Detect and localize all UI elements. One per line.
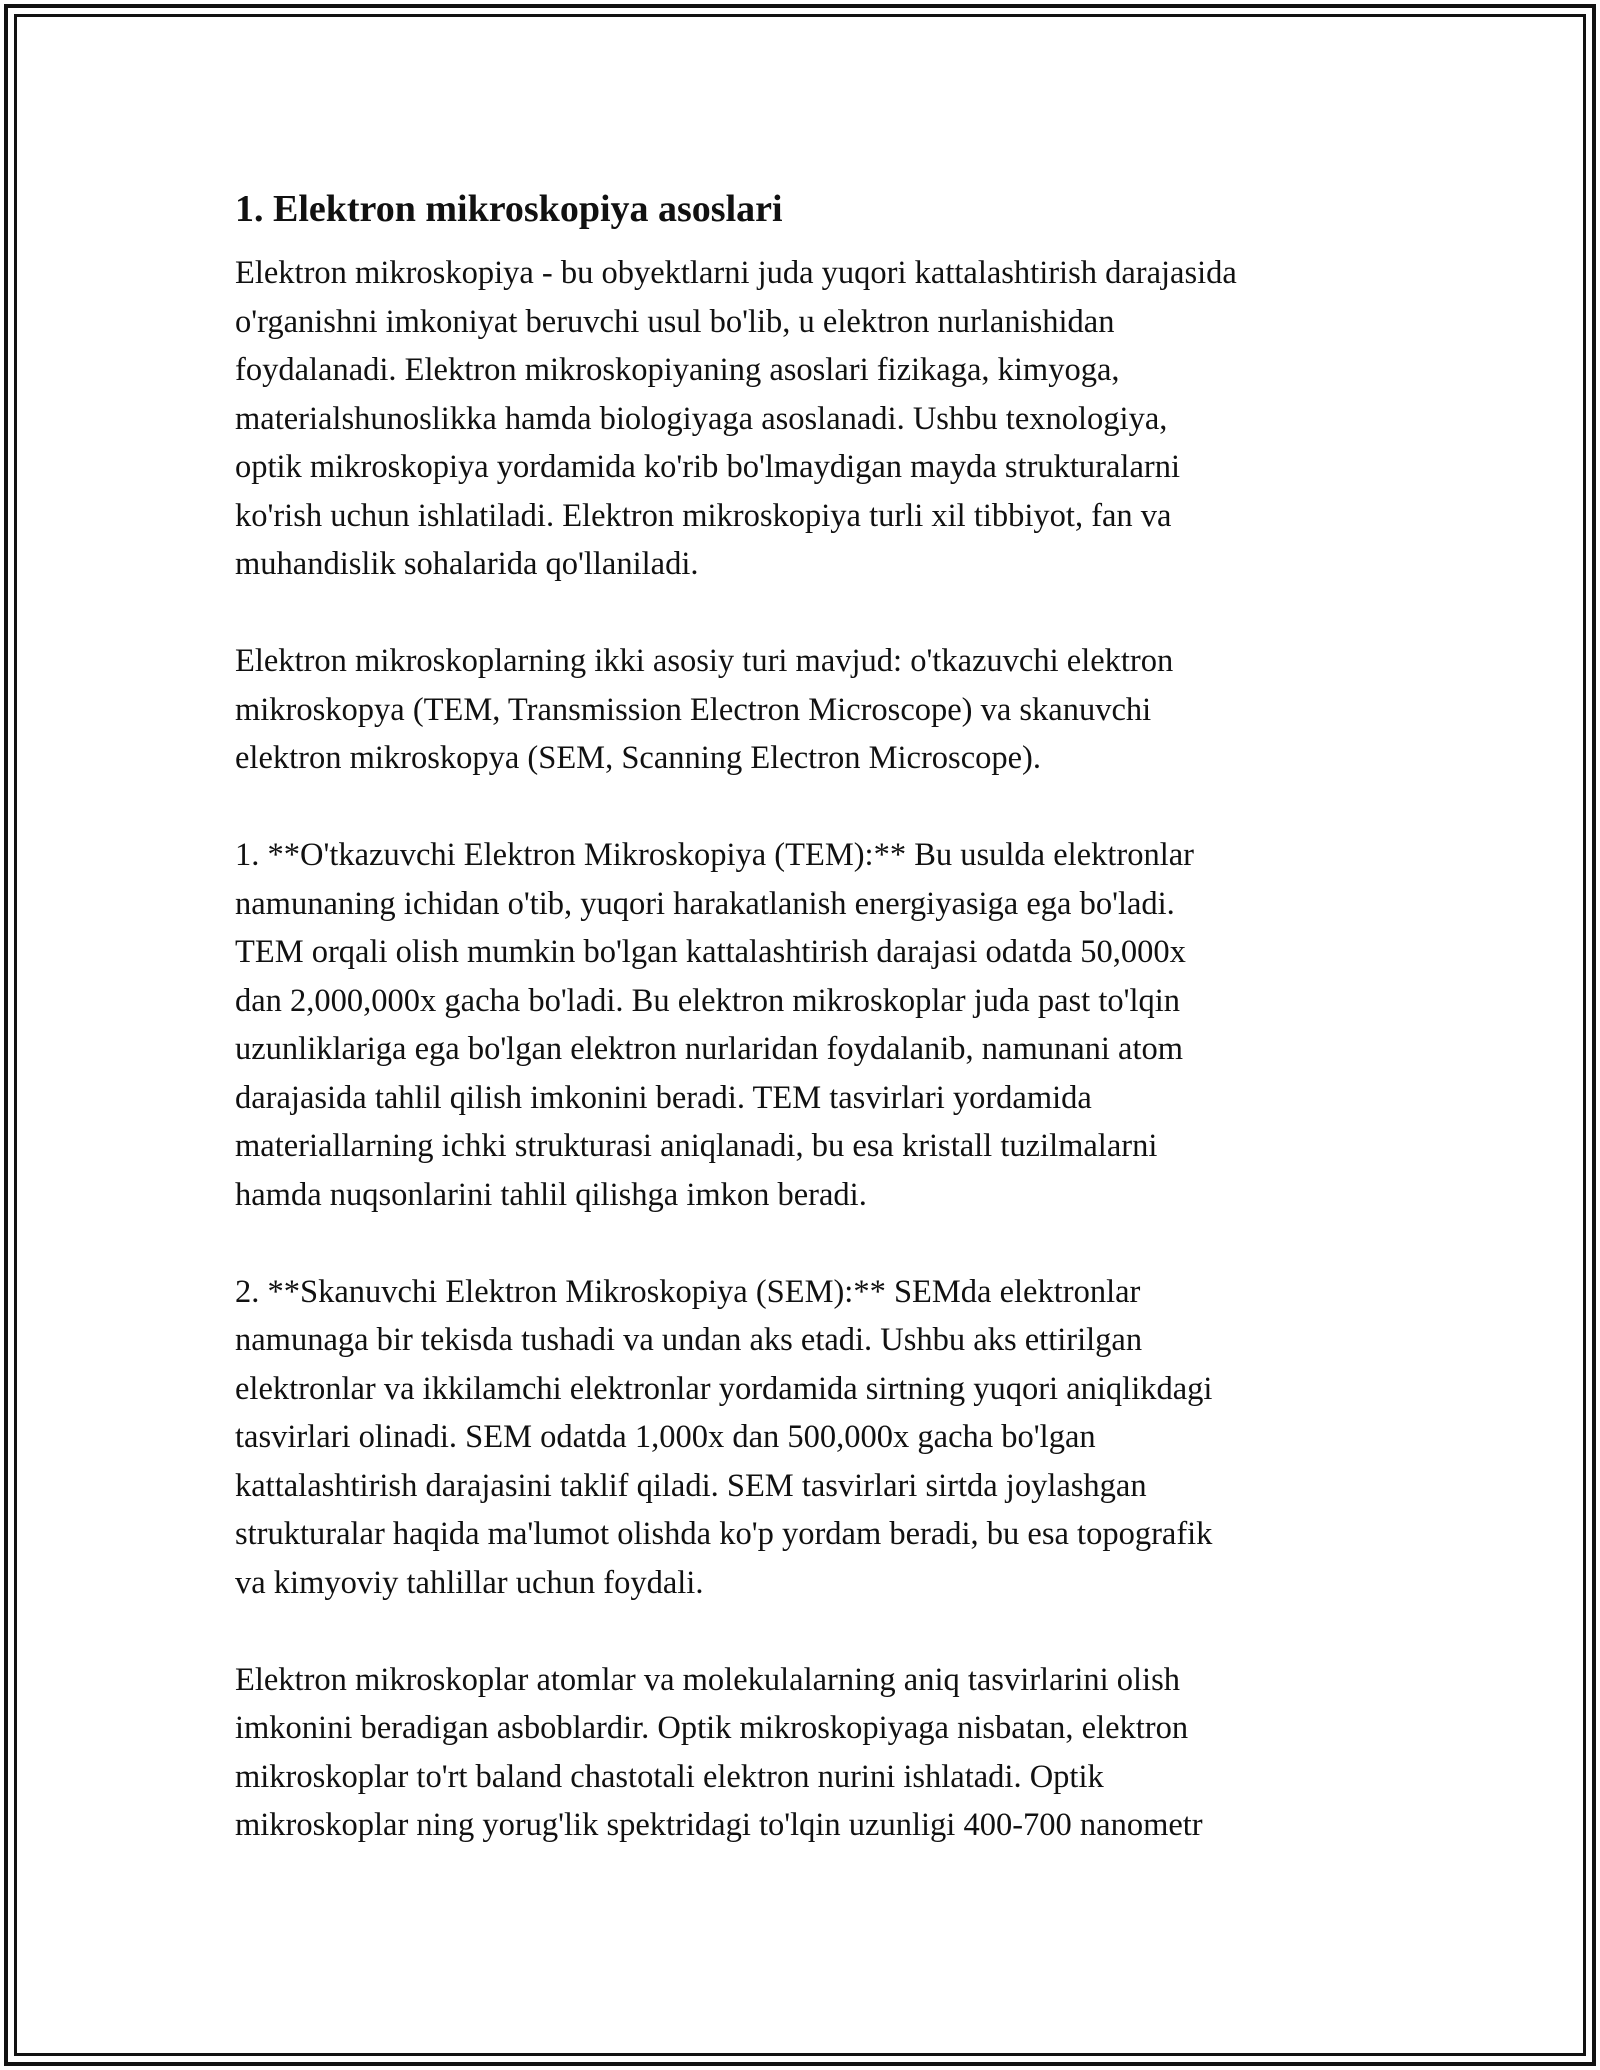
text-line: namunaga bir tekisda tushadi va undan aks etadi. Ushbu aks ettirilgan <box>235 1322 1143 1358</box>
text-line: tasvirlari olinadi. SEM odatda 1,000x dan 500,000x gacha bo'lgan <box>235 1419 1096 1455</box>
paragraph-spacer <box>235 783 1385 832</box>
paragraph-types <box>235 637 1385 783</box>
text-line: darajasida tahlil qilish imkonini beradi. TEM tasvirlari yordamida <box>235 1079 1092 1116</box>
text-line: o'rganishni imkoniyat beruvchi usul bo'lib, u elektron nurlanishidan <box>235 303 1115 340</box>
text-line: Elektron mikroskopiya - bu obyektlarni juda yuqori kattalashtirish darajasida <box>235 255 1237 291</box>
text-line: va kimyoviy tahlillar uchun foydali. <box>235 1564 704 1601</box>
paragraph-intro <box>235 249 1385 589</box>
text-line: strukturalar haqida ma'lumot olishda ko'p yordam beradi, bu esa topografik <box>235 1516 1213 1552</box>
text-line: muhandislik sohalarida qo'llaniladi. <box>235 546 699 582</box>
text-line: namunaning ichidan o'tib, yuqori harakatlanish energiyasiga ega bo'ladi. <box>235 885 1175 922</box>
text-line: 2. **Skanuvchi Elektron Mikroskopiya (SEM):** SEMda elektronlar <box>235 1273 1141 1310</box>
text-line: dan 2,000,000x gacha bo'ladi. Bu elektron mikroskoplar juda past to'lqin <box>235 982 1181 1019</box>
text-line: elektronlar va ikkilamchi elektronlar yordamida sirtning yuqori aniqlikdagi <box>235 1370 1213 1407</box>
paragraph-tem <box>235 831 1385 1219</box>
paragraph-spacer <box>235 589 1385 638</box>
text-line: TEM orqali olish mumkin bo'lgan kattalashtirish darajasi odatda 50,000x <box>235 934 1186 970</box>
text-line: mikroskoplar ning yorug'lik spektridagi to'lqin uzunligi 400-700 nanometr <box>235 1807 1203 1843</box>
text-line: hamda nuqsonlarini tahlil qilishga imkon beradi. <box>235 1176 867 1213</box>
text-line: kattalashtirish darajasini taklif qiladi. SEM tasvirlari sirtda joylashgan <box>235 1467 1147 1504</box>
text-line: foydalanadi. Elektron mikroskopiyaning asoslari fizikaga, kimyoga, <box>235 352 1120 388</box>
paragraph-spacer <box>235 1607 1385 1656</box>
text-line: 1. **O'tkazuvchi Elektron Mikroskopiya (TEM):** Bu usulda elektronlar <box>235 837 1194 873</box>
text-line: Elektron mikroskoplar atomlar va molekulalarning aniq tasvirlarini olish <box>235 1661 1180 1698</box>
text-line: Elektron mikroskoplarning ikki asosiy turi mavjud: o'tkazuvchi elektron <box>235 643 1174 679</box>
text-line: ko'rish uchun ishlatiladi. Elektron mikroskopiya turli xil tibbiyot, fan va <box>235 497 1172 534</box>
text-line: mikroskoplar to'rt baland chastotali elektron nurini ishlatadi. Optik <box>235 1758 1104 1795</box>
text-line: optik mikroskopiya yordamida ko'rib bo'lmaydigan mayda strukturalarni <box>235 449 1180 485</box>
paragraph-sem <box>235 1268 1385 1608</box>
paragraph-comparison <box>235 1656 1385 1850</box>
text-line: elektron mikroskopya (SEM, Scanning Electron Microscope). <box>235 740 1041 776</box>
text-line: imkonini beradigan asboblardir. Optik mikroskopiyaga nisbatan, elektron <box>235 1710 1189 1746</box>
document-body <box>235 185 1385 1850</box>
section-heading: 1. Elektron mikroskopiya asoslari <box>235 188 783 230</box>
paragraph-spacer <box>235 1219 1385 1268</box>
text-line: materialshunoslikka hamda biologiyaga asoslanadi. Ushbu texnologiya, <box>235 400 1168 437</box>
text-line: materiallarning ichki strukturasi aniqlanadi, bu esa kristall tuzilmalarni <box>235 1128 1158 1164</box>
text-line: mikroskopya (TEM, Transmission Electron Microscope) va skanuvchi <box>235 691 1152 728</box>
text-line: uzunliklariga ega bo'lgan elektron nurlaridan foydalanib, namunani atom <box>235 1031 1184 1067</box>
